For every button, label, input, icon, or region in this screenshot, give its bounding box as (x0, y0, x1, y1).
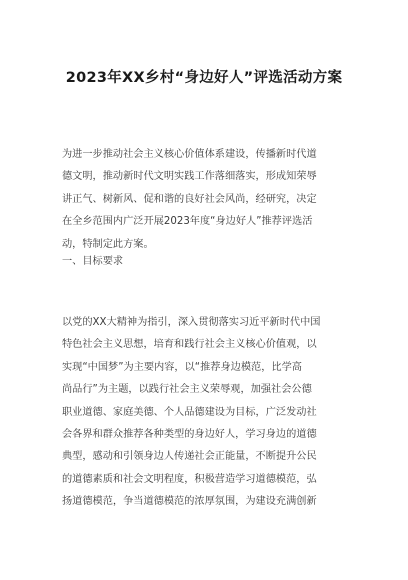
paragraph-line: 扬道德模范，争当道德模范的浓厚氛围，为建设充满创新 (62, 496, 317, 508)
intro-paragraph (62, 144, 352, 256)
paragraph-line: 动，特制定此方案。 (62, 238, 154, 250)
paragraph-line: 尚品行”为主题，以践行社会主义荣辱观，加强社会公德 (62, 384, 312, 396)
paragraph-line: 以党的XX大精神为指引，深入贯彻落实习近平新时代中国 (62, 317, 321, 328)
paragraph-line: 为进一步推动社会主义核心价值体系建设，传播新时代道 (62, 149, 317, 160)
paragraph-line: 的道德素质和社会文明程度，积极营造学习道德模范，弘 (62, 473, 317, 485)
paragraph-line: 职业道德、家庭美德、个人品德建设为目标，广泛发动社 (62, 406, 317, 418)
paragraph-line: 会各界和群众推荐各种类型的身边好人，学习身边的道德 (62, 429, 317, 441)
paragraph-line: 典型，感动和引领身边人传递社会正能量，不断提升公民 (62, 451, 317, 463)
paragraph-line: 特色社会主义思想，培育和践行社会主义核心价值观，以 (62, 339, 317, 351)
paragraph-line: 讲正气、树新风、促和谐的良好社会风尚，经研究，决定 (62, 193, 317, 205)
paragraph-line: 德文明，推动新时代文明实践工作落细落实，形成知荣辱 (62, 171, 317, 183)
document-title: 2023年XX乡村“身边好人”评选活动方案 (65, 70, 343, 86)
paragraph-line: 在全乡范围内广泛开展2023年度“身边好人”推荐评选活 (62, 216, 313, 228)
paragraph-line: 实现“中国梦”为主要内容，以“推荐身边模范，比学高 (62, 361, 302, 373)
section-paragraph (62, 312, 352, 514)
section-heading: 一、目标要求 (62, 256, 124, 267)
